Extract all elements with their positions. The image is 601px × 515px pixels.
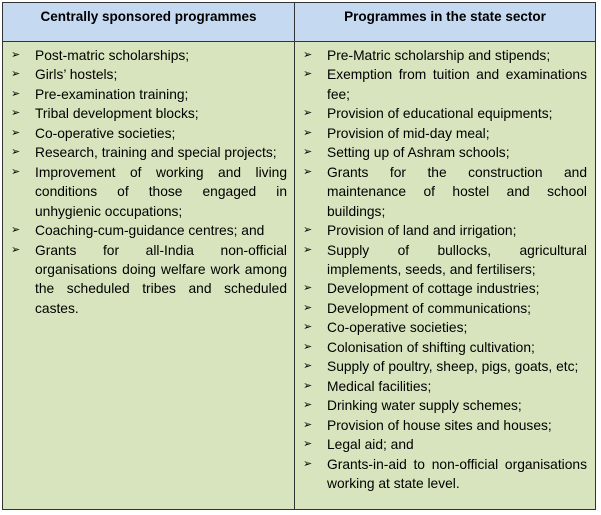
state-sector-item [303, 221, 587, 240]
centrally-sponsored-item [11, 124, 287, 143]
state-sector-item [303, 163, 587, 221]
centrally-sponsored-item-text: Post-matric scholarships; [35, 48, 190, 63]
arrow-bullet-icon: ➢ [303, 399, 313, 412]
centrally-sponsored-item [11, 65, 287, 84]
state-sector-item-text: Development of communications; [327, 300, 531, 316]
arrow-bullet-icon: ➢ [303, 49, 313, 61]
arrow-bullet-icon: ➢ [303, 126, 313, 139]
arrow-bullet-icon: ➢ [303, 301, 313, 314]
state-sector-item-text: Medical facilities; [327, 378, 432, 394]
state-sector-item-text: Pre-Matric scholarship and stipends; [327, 48, 551, 63]
state-sector-list [303, 46, 587, 493]
state-sector-item-text: Provision of house sites and houses; [327, 417, 552, 433]
arrow-bullet-icon: ➢ [303, 438, 313, 451]
state-sector-item-text: Setting up of Ashram schools; [327, 145, 510, 161]
state-sector-item [303, 46, 587, 65]
arrow-bullet-icon: ➢ [11, 49, 21, 61]
centrally-sponsored-item [11, 163, 287, 221]
programmes-table [2, 2, 596, 510]
centrally-sponsored-item [11, 221, 287, 240]
state-sector-item-text: Exemption from tuition and examinations fee; [327, 67, 587, 102]
arrow-bullet-icon: ➢ [11, 87, 21, 100]
arrow-bullet-icon: ➢ [303, 379, 313, 392]
state-sector-item-text: Drinking water supply schemes; [327, 398, 522, 414]
centrally-sponsored-item [11, 85, 287, 104]
state-sector-item [303, 318, 587, 337]
state-sector-item [303, 377, 587, 396]
state-sector-item-text: Colonisation of shifting cultivation; [327, 339, 535, 355]
centrally-sponsored-item-text: Tribal development blocks; [35, 106, 199, 122]
centrally-sponsored-item-text: Grants for all-India non-official organisations doing welfare work among the scheduled tribes and scheduled castes. [35, 242, 287, 316]
state-sector-item [303, 104, 587, 123]
state-sector-item [303, 241, 587, 280]
arrow-bullet-icon: ➢ [303, 243, 313, 256]
state-sector-item-text: Grants for the construction and maintenance of hostel and school buildings; [327, 164, 587, 219]
centrally-sponsored-item-text: Co-operative societies; [35, 125, 176, 141]
state-sector-item-text: Provision of educational equipments; [327, 106, 553, 122]
centrally-sponsored-item [11, 143, 287, 162]
state-sector-item-text: Provision of land and irrigation; [327, 223, 517, 239]
state-sector-item [303, 143, 587, 162]
arrow-bullet-icon: ➢ [11, 126, 21, 139]
arrow-bullet-icon: ➢ [303, 457, 313, 470]
state-sector-item [303, 396, 587, 415]
state-sector-item-text: Grants-in-aid to non-official organisations working at state level. [327, 456, 587, 491]
header-centrally-sponsored: Centrally sponsored programmes [40, 9, 257, 24]
state-sector-item [303, 124, 587, 143]
arrow-bullet-icon: ➢ [11, 68, 21, 81]
arrow-bullet-icon: ➢ [11, 107, 21, 120]
state-sector-item [303, 65, 587, 104]
centrally-sponsored-item [11, 46, 287, 65]
centrally-sponsored-item-text: Girls’ hostels; [35, 67, 118, 83]
state-sector-item [303, 299, 587, 318]
centrally-sponsored-item-text: Research, training and special projects; [35, 145, 277, 161]
state-sector-item [303, 357, 587, 376]
state-sector-item-text: Co-operative societies; [327, 320, 468, 336]
centrally-sponsored-item-text: Improvement of working and living conditions of those engaged in unhygienic occupations; [35, 164, 287, 219]
centrally-sponsored-item [11, 241, 287, 319]
arrow-bullet-icon: ➢ [11, 243, 21, 256]
arrow-bullet-icon: ➢ [11, 146, 21, 159]
column-divider [294, 3, 295, 509]
arrow-bullet-icon: ➢ [303, 340, 313, 353]
arrow-bullet-icon: ➢ [303, 282, 313, 295]
centrally-sponsored-item [11, 104, 287, 123]
arrow-bullet-icon: ➢ [303, 68, 313, 81]
arrow-bullet-icon: ➢ [303, 107, 313, 120]
state-sector-item [303, 338, 587, 357]
arrow-bullet-icon: ➢ [11, 165, 21, 178]
arrow-bullet-icon: ➢ [303, 146, 313, 159]
state-sector-item-text: Legal aid; and [327, 437, 414, 453]
arrow-bullet-icon: ➢ [303, 224, 313, 237]
arrow-bullet-icon: ➢ [303, 321, 313, 334]
centrally-sponsored-item-text: Coaching-cum-guidance centres; and [35, 223, 265, 239]
state-sector-item-text: Supply of bullocks, agricultural implements, seeds, and fertilisers; [327, 242, 587, 277]
arrow-bullet-icon: ➢ [303, 418, 313, 431]
state-sector-item [303, 416, 587, 435]
arrow-bullet-icon: ➢ [11, 224, 21, 237]
state-sector-item [303, 279, 587, 298]
arrow-bullet-icon: ➢ [303, 165, 313, 178]
arrow-bullet-icon: ➢ [303, 360, 313, 373]
state-sector-item-text: Development of cottage industries; [327, 281, 540, 297]
state-sector-item [303, 435, 587, 454]
centrally-sponsored-item-text: Pre-examination training; [35, 86, 189, 102]
centrally-sponsored-list [11, 46, 287, 318]
header-state-sector: Programmes in the state sector [344, 9, 546, 24]
state-sector-item-text: Supply of poultry, sheep, pigs, goats, etc; [327, 359, 579, 375]
state-sector-item [303, 455, 587, 494]
state-sector-item-text: Provision of mid-day meal; [327, 125, 490, 141]
